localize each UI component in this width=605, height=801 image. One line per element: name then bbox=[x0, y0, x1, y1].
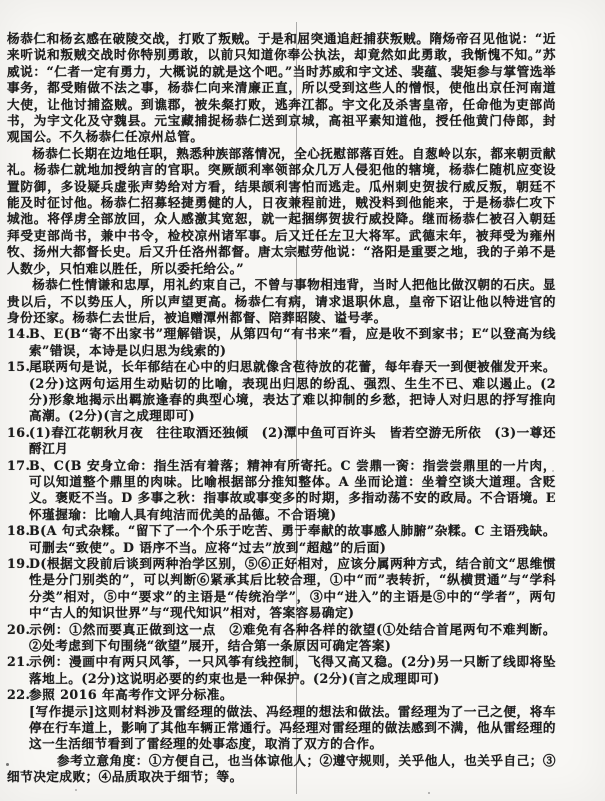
answer-number: 17. bbox=[7, 457, 31, 473]
answer-number: 14. bbox=[7, 326, 31, 342]
answer-item-20 bbox=[7, 622, 556, 655]
translation-paragraph-2 bbox=[7, 146, 556, 277]
answer-item-19 bbox=[7, 556, 556, 622]
paragraph-text: 杨恭仁长期在边地任职，熟悉种族部落情况，全心抚慰部落百姓。自葱岭以东，都来朝贡献礼。杨恭仁就地加授纳言的官职。突厥颉利率领部众几万人侵犯他的辖境，杨恭仁随机应变设置防御，多设疑兵虚张声势给对方看，结果颉利害怕而逃走。瓜州刺史贺拔行威反叛，朝廷不能及时征讨他。杨恭仁招募轻捷勇健的人，日夜兼程前进，贼没料到他能来，于是杨恭仁攻下城池。将俘虏全部放回，众人感激其宽恕，就一起捆绑贺拔行威投降。继而杨恭仁被召入朝廷拜受吏部尚书，兼中书令，检校凉州诸军事。后又迁任左卫大将军。武德末年，被拜受为雍州牧、扬州大都督长史。后又升任洛州都督。唐太宗慰劳他说：“洛阳是重要之地，我的子弟不是人数少，只怕难以胜任，所以委托给公。” bbox=[7, 145, 556, 276]
answer-item-18 bbox=[7, 523, 556, 556]
writing-hint-paragraph bbox=[29, 704, 556, 753]
answer-item-21 bbox=[7, 654, 556, 687]
answer-text: 示例：漫画中有两只风筝，一只风筝有线控制，飞得又高又稳。(2分)另一只断了线即将坠落地上。(2分)这说明必要的约束也是一种保护。(2分)(言之成理即可) bbox=[29, 654, 556, 686]
paragraph-text: 杨恭仁和杨玄感在破陵交战，打败了叛贼。于是和屈突通追赶捕获叛贼。隋炀帝召见他说：“近来听说和叛贼交战时你特别勇敢，以前只知道你奉公执法，却竟然如此勇敢，我惭愧不知。”苏威说：“仁者一定有勇力，大概说的就是这个吧。”当时苏威和宇文述、裴蕴、裴矩参与掌管选举事务，都受贿做不法之事，杨恭仁向来清廉正直，所以受到这些人的憎恨，使他出京任河南道大使，让他讨捕盗贼。到谯郡，被朱粲打败，逃奔江都。宇文化及杀害皇帝，任命他为吏部尚书，为宇文化及守魏县。元宝藏捕捉杨恭仁送到京城，高祖平素知道他，授任他黄门侍郎，封观国公。不久杨恭仁任凉州总管。 bbox=[7, 31, 556, 145]
paragraph-text: [写作提示]这则材料涉及雷经理的做法、冯经理的想法和做法。雷经理为了一己之便，将车停在行车道上，影响了其他车辆正常通行。冯经理对雷经理的做法感到不满，他从雷经理的这一生活细节看到了雷经理的处事态度，取消了双方的合作。 bbox=[29, 703, 556, 752]
answer-number: 19. bbox=[7, 556, 31, 571]
scan-speckle bbox=[6, 763, 9, 766]
answer-text: D(根据文段前后谈到两种治学区别，⑤⑥正好相对，应该分属两种方式，结合前文“思维惯性是分门别类的”，可以判断⑥紧承其后比较合理，①中“而”表转折，“纵横贯通”与“学科分类”相对，⑤中“要求”的主语是“传统治学”，③中“进入”的主语是⑤中的“学者”，两句中“古人的知识世界”与“现代知识”相对，答案容易确定) bbox=[29, 556, 556, 621]
answer-item-16 bbox=[7, 425, 556, 458]
answer-number: 22. bbox=[7, 687, 31, 703]
answer-number: 18. bbox=[7, 523, 31, 539]
answer-item-22 bbox=[7, 687, 556, 703]
answer-text: 尾联两句是说，长年郁结在心中的归思就像含苞待放的花蕾，每年春天一到便被催发开来。(2分)这两句运用生动贴切的比喻，表现出归思的纷乱、强烈、生生不已、难以遏止。(2分)形象地揭示出羁旅逢春的典型心境，表达了难以抑制的乡愁，把诗人对归思的抒写推向高潮。(2分)(言之成理即可) bbox=[29, 359, 556, 424]
paragraph-text: 参考立意角度：①方便自己，也当体谅他人；②遵守规则，关乎他人，也关乎自己；③细节决定成败；④品质取决于细节；等。 bbox=[7, 752, 556, 785]
answer-text: B(A 句式杂糅。“留下了一个个乐于吃苦、勇于奉献的故事感人肺腑”杂糅。C 主语残缺。可删去“致使”。D 语序不当。应将“过去”放到“超越”的后面) bbox=[29, 523, 556, 555]
answer-number: 16. bbox=[7, 424, 31, 440]
viewpoint-angles-paragraph bbox=[7, 753, 556, 786]
answer-item-15 bbox=[7, 359, 556, 425]
scan-speckle bbox=[552, 470, 554, 472]
scan-speckle bbox=[428, 792, 430, 794]
answer-item-14 bbox=[7, 326, 556, 359]
paragraph-text: 杨恭仁性情谦和忠厚，用礼约束自己，不曾与事物相违背，当时人把他比做汉朝的石庆。显贵以后，不以势压人，所以声望更高。杨恭仁有病，请求退职休息，皇帝下诏让他以特进官的身份还家。杨恭仁去世后，被追赠潭州都督、陪葬昭陵、谥号孝。 bbox=[7, 277, 556, 325]
translation-paragraph-3 bbox=[7, 277, 556, 326]
translation-paragraph-1 bbox=[7, 31, 556, 146]
answer-number: 20. bbox=[7, 621, 31, 637]
answer-text: (1)春江花朝秋月夜 往往取酒还独倾 (2)潭中鱼可百许头 皆若空游无所依 (3)一尊还酹江月 bbox=[29, 424, 556, 457]
answer-number: 21. bbox=[7, 654, 31, 670]
answer-text: 参照 2016 年高考作文评分标准。 bbox=[29, 687, 233, 703]
answer-text: B、C(B 安身立命：指生活有着落；精神有所寄托。C 尝鼎一脔：指尝尝鼎里的一片肉，可以知道整个鼎里的肉味。比喻根据部分推知整体。A 坐而论道：坐着空谈大道理。含贬义。褒贬不当。D 多事之秋：指事故或事变多的时期，多指动荡不安的政局。不合语境。E 怀瑾握瑜：比喻人具有纯洁而优美的品德。不合语境) bbox=[29, 457, 556, 522]
answer-text: B、E(B“寄不出家书”理解错误，从第四句“有书来”看，应是收不到家书；E“以登高为线索”错误，本诗是以归思为线索的) bbox=[29, 326, 556, 358]
answer-item-17 bbox=[7, 458, 556, 524]
answer-text: 示例：①然而要真正做到这一点 ②难免有各种各样的欲望(①处结合首尾两句不难判断。②处考虑到下句围绕“欲望”展开，结合第一条原因可确定答案) bbox=[29, 621, 556, 654]
scan-speckle bbox=[75, 789, 77, 791]
answer-number: 15. bbox=[7, 359, 31, 375]
answer-text-area bbox=[7, 31, 556, 786]
